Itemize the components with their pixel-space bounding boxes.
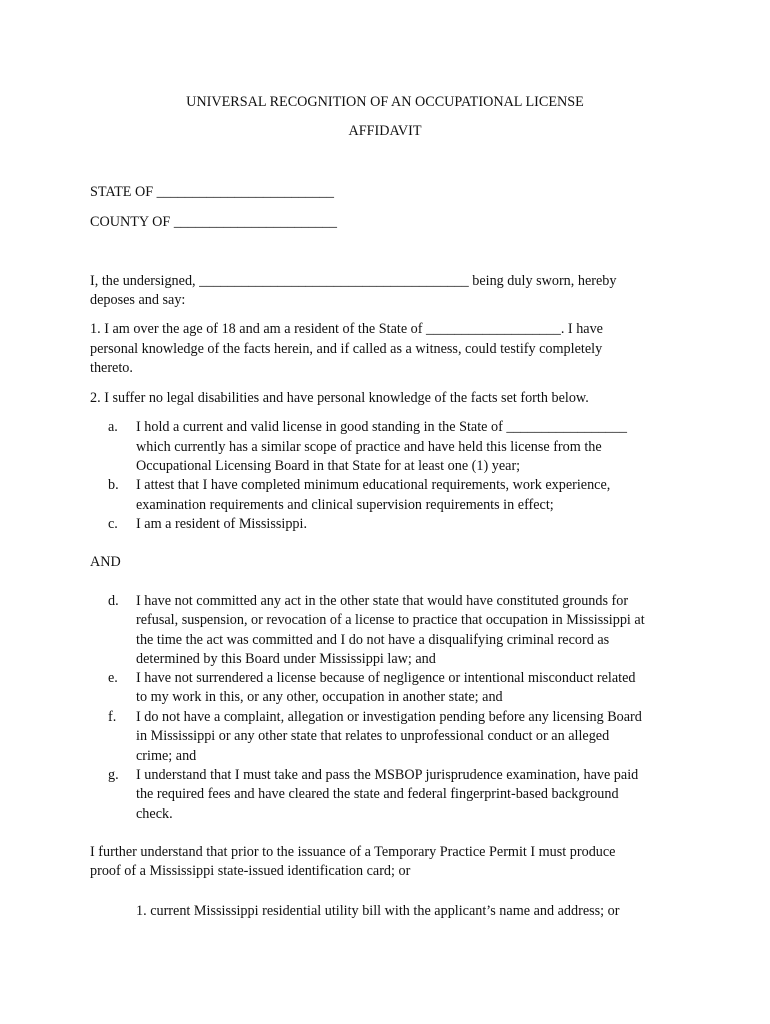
list-item-line: crime; and: [136, 747, 197, 764]
paragraph-1-line-1: 1. I am over the age of 18 and am a resident of the State of ___________________. I have: [90, 321, 603, 337]
list-item-label: a.: [108, 419, 118, 435]
list-item-line: I do not have a complaint, allegation or investigation pending before any licensing Board: [136, 709, 642, 725]
list-item-line: to my work in this, or any other, occupation in another state; and: [136, 689, 503, 706]
paragraph-1-line-3: thereto.: [90, 360, 133, 376]
list-item-line: in Mississippi or any other state that relates to unprofessional conduct or an alleged: [136, 728, 610, 745]
document-subtitle: AFFIDAVIT: [348, 123, 422, 139]
further-line-2: proof of a Mississippi state-issued identification card; or: [90, 863, 411, 879]
list-item-line: which currently has a similar scope of practice and have held this license from the: [136, 438, 602, 455]
list-item-line: the time the act was committed and I do not have a disqualifying criminal record as: [136, 631, 610, 648]
list-item-line: I attest that I have completed minimum educational requirements, work experience,: [136, 477, 611, 493]
list-item-label: g.: [108, 767, 119, 783]
further-line-1: I further understand that prior to the issuance of a Temporary Practice Permit I must produce: [90, 844, 616, 860]
county-line: COUNTY OF _______________________: [90, 214, 337, 230]
list-item-label: f.: [108, 709, 117, 725]
list-item-line: Occupational Licensing Board in that State for at least one (1) year;: [136, 458, 521, 474]
list-item-line: I hold a current and valid license in good standing in the State of _________________: [136, 419, 627, 435]
list-item-line: I have not committed any act in the other state that would have constituted grounds for: [136, 593, 629, 609]
list-item-label: e.: [108, 670, 118, 686]
list-item-line: examination requirements and clinical supervision requirements in effect;: [136, 496, 554, 513]
state-line: STATE OF _________________________: [90, 184, 334, 200]
list-item-label: b.: [108, 477, 119, 493]
list-item-line: check.: [136, 805, 173, 822]
list-item-line: determined by this Board under Mississippi law; and: [136, 650, 436, 667]
list-item-label: c.: [108, 516, 118, 532]
list-item-line: I have not surrendered a license because of negligence or intentional misconduct related: [136, 670, 636, 686]
intro-line-1: I, the undersigned, ______________________________________ being duly sworn, hereby: [90, 273, 617, 289]
list-item-label: d.: [108, 593, 119, 609]
list-item-line: I understand that I must take and pass the MSBOP jurisprudence examination, have paid: [136, 767, 639, 783]
paragraph-1-line-2: personal knowledge of the facts herein, and if called as a witness, could testify completely: [90, 341, 603, 357]
paragraph-2: 2. I suffer no legal disabilities and have personal knowledge of the facts set forth below.: [90, 390, 589, 406]
intro-line-2: deposes and say:: [90, 292, 186, 308]
numbered-item-1: 1. current Mississippi residential utility bill with the applicant’s name and address; or: [136, 903, 620, 919]
list-item-line: the required fees and have cleared the state and federal fingerprint-based background: [136, 786, 619, 803]
document-title: UNIVERSAL RECOGNITION OF AN OCCUPATIONAL LICENSE: [186, 94, 584, 110]
list-item-line: I am a resident of Mississippi.: [136, 516, 308, 532]
list-item-line: refusal, suspension, or revocation of a license to practice that occupation in Mississippi at: [136, 612, 645, 629]
and-heading: AND: [90, 554, 121, 570]
